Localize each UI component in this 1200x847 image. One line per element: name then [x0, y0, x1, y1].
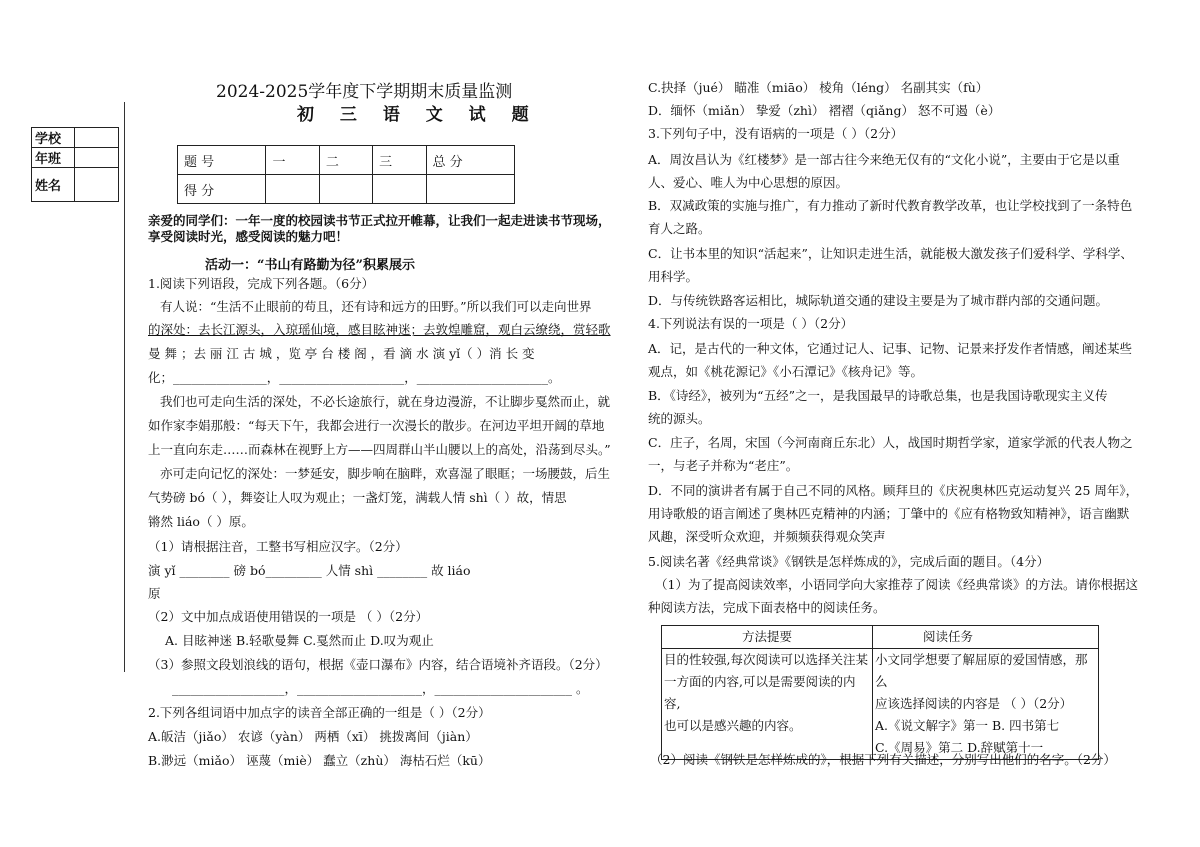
- intro-line: 亲爱的同学们：一年一度的校园读书节正式拉开帷幕，让我们一起走进读书节现场，: [148, 213, 611, 228]
- name-field[interactable]: [75, 168, 119, 202]
- left-line: 上一直向东走……而森林在视野上方——四周群山半山腰以上的高处，沿荡到尽头。”: [148, 442, 611, 457]
- right-line: A．记，是古代的一种文体，它通过记人、记事、记物、记景来抒发作者情感，阐述某些: [648, 341, 1133, 356]
- left-line: 原: [148, 586, 161, 601]
- score-input-cell[interactable]: [426, 175, 515, 204]
- right-line: 风趣，深受听众欢迎，并频频获得观众笑声: [648, 529, 886, 544]
- right-line: 观点，如《桃花源记》《小石潭记》《核舟记》等。: [648, 364, 924, 379]
- method-cell: [662, 649, 873, 760]
- right-line: （2）阅读《钢铁是怎样炼成的》，根据下列有关描述，分别写出他们的名字。（2分）: [650, 752, 1116, 767]
- right-line: A．周汝昌认为《红楼梦》是一部古往今来绝无仅有的“文化小说”，主要由于它是以重: [648, 152, 1120, 167]
- table-header-method: 方法提要: [662, 626, 873, 649]
- left-line: （2）文中加点成语使用错误的一项是 （ ）（2分）: [148, 609, 429, 624]
- task-cell: [873, 649, 1099, 760]
- right-line: 统的源头。: [648, 411, 711, 426]
- right-line: 用诗歌般的语言阐述了奥林匹克精神的内涵；丁肇中的《应有格物致知精神》，语言幽默: [648, 506, 1130, 521]
- left-line: 的深处：去长江源头，入琼瑶仙境，感目眩神迷；去敦煌雕窟，观白云缭绕，赏轻歌: [148, 322, 611, 337]
- student-info-table: [31, 127, 119, 202]
- school-label: 学校: [32, 128, 75, 148]
- task-line: 应该选择阅读的内容是 （ ）（2分）: [875, 696, 1073, 711]
- left-line: A.皈洁（jiǎo） 农谚（yàn） 两栖（xī） 挑拨离间（jiàn）: [148, 729, 478, 744]
- reading-task-table: [661, 625, 1099, 760]
- left-line: 亦可走向记忆的深处：一梦延安，脚步响在脑畔，欢喜湿了眼眶；一场腰鼓，后生: [160, 466, 611, 481]
- task-line: 小文同学想要了解屈原的爱国情感，那么: [875, 652, 1088, 689]
- exam-title: 2024-2025学年度下学期期末质量监测: [216, 82, 513, 102]
- score-header-cell: 一: [266, 146, 319, 175]
- score-table: [177, 145, 515, 204]
- method-line: 目的性较强,每次阅读可以选择关注某: [664, 652, 868, 667]
- right-line: D．不同的演讲者有属于自己不同的风格。顾拜旦的《庆祝奥林匹克运动复兴 25 周年》，: [648, 483, 1139, 498]
- right-line: B．双减政策的实施与推广，有力推动了新时代教育教学改革，也让学校找到了一条特色: [648, 198, 1133, 213]
- activity-heading: 活动一：“书山有路勤为径”积累展示: [205, 258, 415, 273]
- right-line: 种阅读方法，完成下面表格中的阅读任务。: [648, 600, 886, 615]
- class-field[interactable]: [75, 148, 119, 168]
- right-line: C．庄子，名周，宋国（今河南商丘东北）人，战国时期哲学家，道家学派的代表人物之: [648, 435, 1133, 450]
- right-line: 3.下列句子中，没有语病的一项是（ ）（2分）: [648, 126, 904, 141]
- right-line: 一，与老子并称为“老庄”。: [648, 458, 799, 473]
- intro-line: 享受阅读时光，感受阅读的魅力吧！: [148, 229, 349, 244]
- right-line: B．《诗经》，被列为“五经”之一，是我国最早的诗歌总集，也是我国诗歌现实主义传: [648, 388, 1108, 403]
- left-line: 有人说：“生活不止眼前的苟且，还有诗和远方的田野。”所以我们可以走向世界: [160, 299, 592, 314]
- class-label: 年班: [32, 148, 75, 168]
- left-line: 2.下列各组词语中加点字的读音全部正确的一组是（ ）（2分）: [148, 705, 491, 720]
- right-line: 育人之路。: [648, 221, 711, 236]
- left-line: 气势磅 bó（ ），舞姿让人叹为观止；一盏灯笼，满载人情 shì（ ）故，情思: [148, 490, 567, 505]
- binding-line: [124, 102, 125, 672]
- right-line: D．缅怀（miǎn） 挚爱（zhì） 褶褶（qiǎng） 怒不可遏（è）: [648, 103, 1001, 118]
- right-line: 用科学。: [648, 269, 699, 284]
- exam-subtitle: 初 三 语 文 试 题: [297, 105, 539, 125]
- right-line: 人、爱心、唯人为中心思想的原因。: [648, 175, 849, 190]
- left-line: 如作家李娟那般：“每天下午，我都会进行一次漫长的散步。在河边平坦开阔的草地: [148, 418, 605, 433]
- score-header-cell: 三: [373, 146, 426, 175]
- task-line: A.《说文解字》第一 B. 四书第七: [875, 718, 1060, 733]
- right-line: D．与传统铁路客运相比，城际轨道交通的建设主要是为了城市群内部的交通问题。: [648, 293, 1109, 308]
- score-input-cell[interactable]: [266, 175, 319, 204]
- right-line: 4.下列说法有误的一项是（ ）（2分）: [648, 316, 854, 331]
- left-line: 演 yǐ ________ 磅 bó_________ 人情 shì ________ 故 liáo: [148, 563, 471, 578]
- method-line: 一方面的内容,可以是需要阅读的内容,: [664, 674, 856, 711]
- score-header-cell: 总 分: [426, 146, 515, 175]
- right-line: C.抉择（jué） 瞄准（miāo） 棱角（léng） 名副其实（fù）: [648, 80, 989, 95]
- left-line: 曼 舞 ；去 丽 江 古 城 ，览 亭 台 楼 阁 ，看 滴 水 演 yǐ（ ）消 长 变: [148, 346, 535, 361]
- table-header-task: 阅读任务: [873, 626, 1099, 649]
- right-line: 5.阅读名著《经典常谈》《钢铁是怎样炼成的》，完成后面的题目。（4分）: [648, 554, 1050, 569]
- left-line: （3）参照文段划浪线的语句，根据《壶口瀑布》内容，结合语境补齐语段。（2分）: [148, 657, 608, 672]
- method-line: 也可以是感兴趣的内容。: [664, 718, 802, 733]
- left-line: 锵然 liáo（ ）原。: [148, 514, 254, 529]
- score-label-cell: 得 分: [178, 175, 266, 204]
- right-line: C．让书本里的知识“活起来”，让知识走进生活，就能极大激发孩子们爱科学、学科学、: [648, 246, 1133, 261]
- left-line: （1）请根据注音，工整书写相应汉字。（2分）: [148, 539, 408, 554]
- left-line: 化；_______________，____________________，_____________________。: [148, 370, 561, 385]
- score-input-cell[interactable]: [373, 175, 426, 204]
- score-input-cell[interactable]: [319, 175, 372, 204]
- left-line: __________________，____________________，______________________ 。: [172, 681, 589, 696]
- name-label: 姓名: [32, 168, 75, 202]
- left-line: 我们也可走向生活的深处，不必长途旅行，就在身边漫游，不让脚步戛然而止，就: [160, 394, 611, 409]
- score-header-cell: 题 号: [178, 146, 266, 175]
- task-line: C.《周易》第二 D.辞赋第十一: [875, 740, 1044, 755]
- left-line: B.渺远（miǎo） 诬蔑（miè） 蠢立（zhù） 海枯石烂（kū）: [148, 753, 491, 768]
- score-header-cell: 二: [319, 146, 372, 175]
- right-line: （1）为了提高阅读效率，小语同学向大家推荐了阅读《经典常谈》的方法。请你根据这: [655, 577, 1138, 592]
- school-field[interactable]: [75, 128, 119, 148]
- left-line: 1.阅读下列语段，完成下列各题。（6分）: [148, 276, 375, 291]
- left-line: A. 目眩神迷 B.轻歌曼舞 C.戛然而止 D.叹为观止: [165, 633, 434, 648]
